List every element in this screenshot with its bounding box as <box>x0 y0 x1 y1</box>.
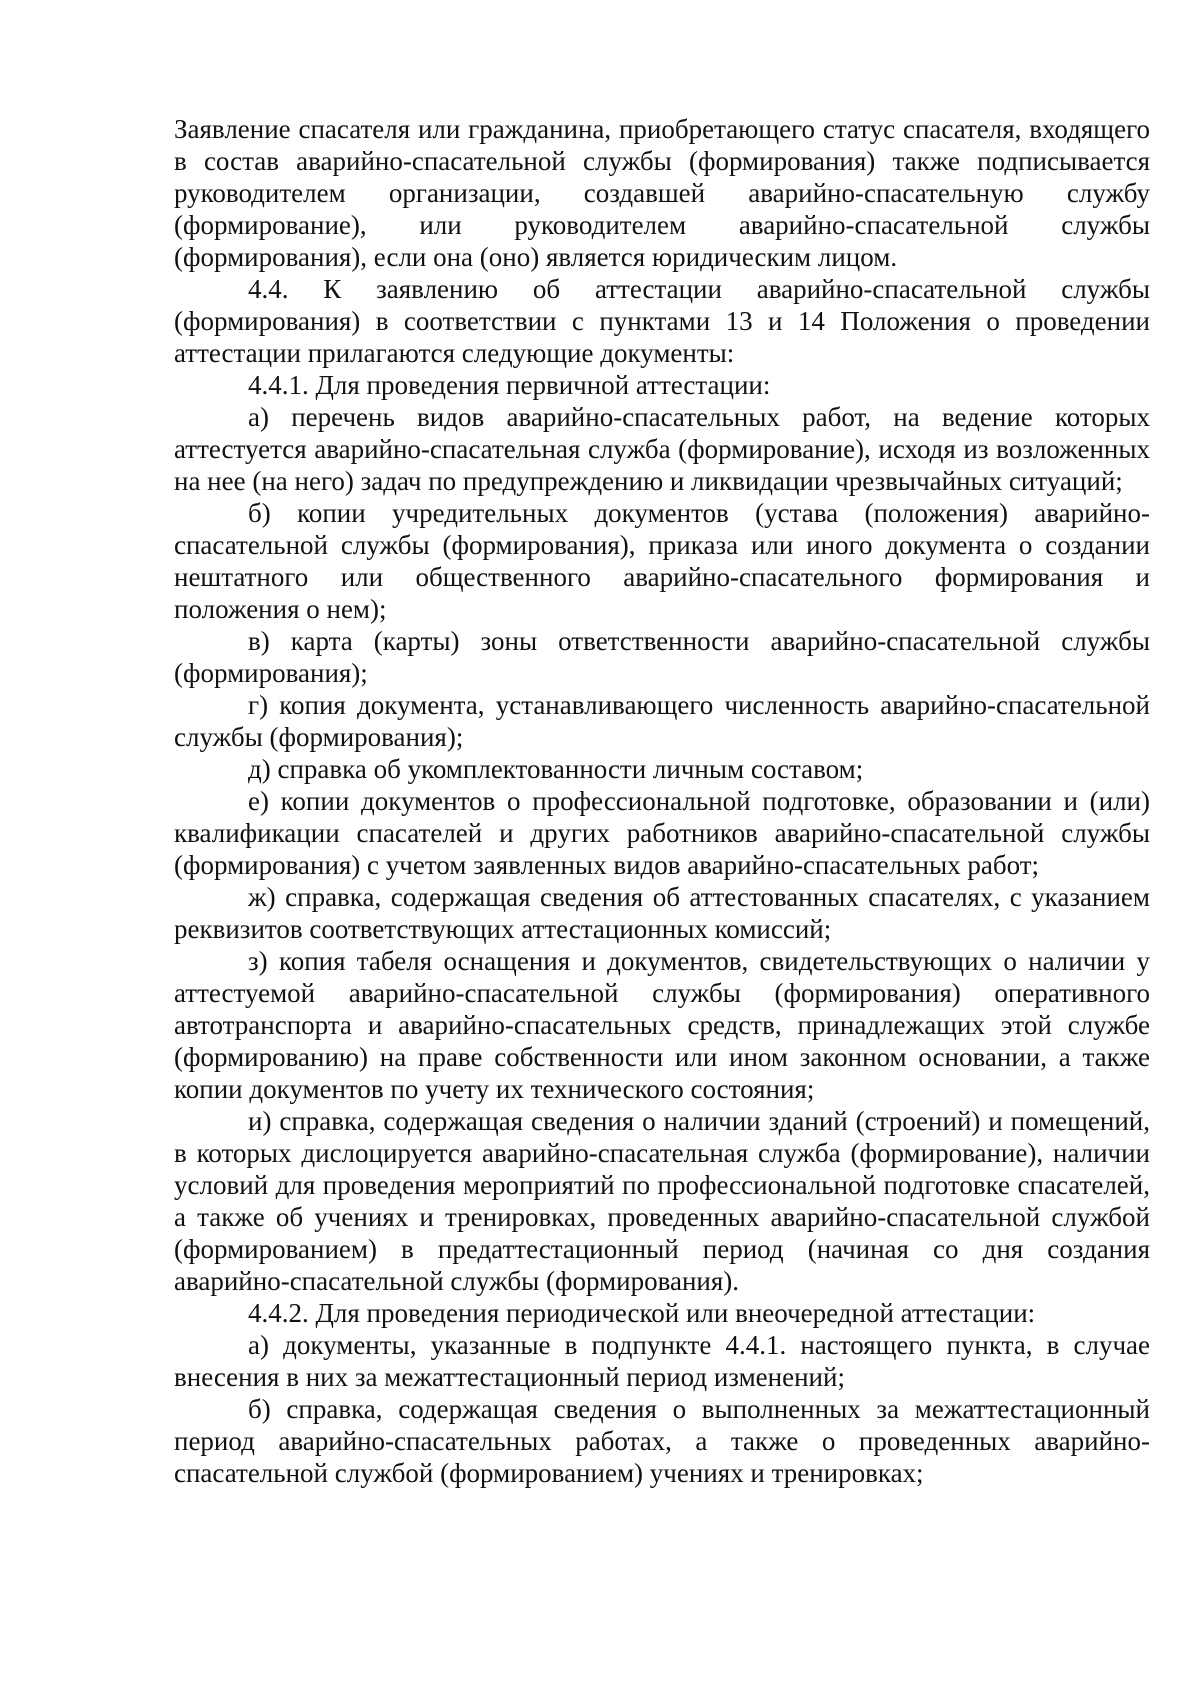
item-b: б) копии учредительных документов (устава (положения) аварийно-спасательной службы (формирования), приказа или иного документа о создании нештатного или общественного аварийно-спасательного формирования и положения о нем); <box>174 498 1150 624</box>
item-i: и) справка, содержащая сведения о наличии зданий (строений) и помещений, в которых дислоцируется аварийно-спасательная служба (формирование), наличии условий для проведения мероприятий по профессиональной подготовке спасателей, а также об учениях и тренировках, проведенных аварийно-спасательной службой (формированием) в предаттестационный период (начиная со дня создания аварийно-спасательной службы (формирования). <box>174 1106 1150 1296</box>
item-e: е) копии документов о профессиональной подготовке, образовании и (или) квалификации спасателей и других работников аварийно-спасательной службы (формирования) с учетом заявленных видов аварийно-спасательных работ; <box>174 786 1150 880</box>
item-a: а) перечень видов аварийно-спасательных работ, на ведение которых аттестуется аварийно-спасательная служба (формирование), исходя из возложенных на нее (на него) задач по предупреждению и ликвидации чрезвычайных ситуаций; <box>174 402 1150 496</box>
paragraph-4-4-2: 4.4.2. Для проведения периодической или внеочередной аттестации: <box>248 1298 1036 1328</box>
item-z: з) копия табеля оснащения и документов, свидетельствующих о наличии у аттестуемой аварийно-спасательной службы (формирования) оперативного автотранспорта и аварийно-спасательных средств, принадлежащих этой службе (формированию) на праве собственности или ином законном основании, а также копии документов по учету их технического состояния; <box>174 946 1150 1104</box>
item-g: г) копия документа, устанавливающего численность аварийно-спасательной службы (формирования); <box>174 690 1150 752</box>
item-b-periodic: б) справка, содержащая сведения о выполненных за межаттестационный период аварийно-спасательных работах, а также о проведенных аварийно-спасательной службой (формированием) учениях и тренировках; <box>174 1394 1150 1488</box>
item-a-periodic: а) документы, указанные в подпункте 4.4.1. настоящего пункта, в случае внесения в них за межаттестационный период изменений; <box>174 1330 1150 1392</box>
item-zh: ж) справка, содержащая сведения об аттестованных спасателях, с указанием реквизитов соответствующих аттестационных комиссий; <box>174 882 1150 944</box>
item-d: д) справка об укомплектованности личным составом; <box>248 754 864 784</box>
paragraph-4-4: 4.4. К заявлению об аттестации аварийно-спасательной службы (формирования) в соответствии с пунктами 13 и 14 Положения о проведении аттестации прилагаются следующие документы: <box>174 274 1150 368</box>
paragraph-4-4-1: 4.4.1. Для проведения первичной аттестации: <box>248 370 771 400</box>
item-v: в) карта (карты) зоны ответственности аварийно-спасательной службы (формирования); <box>174 626 1150 688</box>
document-page <box>174 113 1150 1489</box>
paragraph-signature-note: Заявление спасателя или гражданина, приобретающего статус спасателя, входящего в состав аварийно-спасательной службы (формирования) также подписывается руководителем организации, создавшей аварийно-спасательную службу (формирование), или руководителем аварийно-спасательной службы (формирования), если она (оно) является юридическим лицом. <box>174 114 1150 272</box>
